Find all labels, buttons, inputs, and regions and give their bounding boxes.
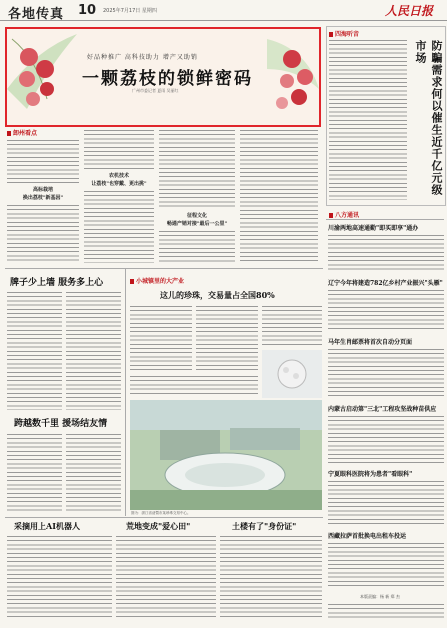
text-block [240,128,318,263]
province-headline: 宁夏眼科医院将为患者"看眼科" [328,471,413,478]
text-block [328,479,444,525]
article-title-bottom-3: 土楼有了"身份证" [232,521,297,531]
feature-headline: 一颗荔枝的锁鲜密码 [82,69,253,89]
text-block [7,432,62,512]
text-block [329,38,407,200]
article-title-bottom-1: 采摘用上AI机器人 [14,521,80,531]
text-block [262,304,322,348]
subhead-a: 高标栽培 [32,187,53,193]
divider [5,268,323,269]
text-block [328,602,444,620]
feature-byline: 广州市委记者 夏雨 吴丽红 [132,88,179,93]
photo-caption: 图为：浙江省诸暨市某珍珠交易中心。 [131,511,191,515]
text-block [328,288,444,332]
subhead-b: 农机技术 [108,173,129,179]
section-label-commentary: 四海听音 [329,29,359,38]
text-block [7,138,79,184]
article-title-bottom-2: 荒地变成"爱心田" [126,521,191,531]
page-number: 10 [78,3,97,18]
divider [5,517,323,518]
text-block [116,534,216,620]
province-headline: 辽宁今年将建造782亿乡村产业振兴"头雁" [328,280,443,287]
footer-editor: 本版责编：杨 新 郑 杰 [360,594,400,599]
page-header [0,0,447,21]
text-block [84,128,154,170]
section-label-provinces: 八方通讯 [329,210,359,219]
text-block [7,290,62,410]
section-label-feature: 卸州看点 [7,128,37,137]
subhead-b2: 让荔枝"也穿戴、更出挑" [91,181,147,187]
text-block [159,128,235,210]
article-title-middle: 这儿的珍珠，交易量占全国80% [160,290,275,300]
feature-tagline: 好品种推广 高科技助力 增产又助销 [87,54,198,61]
inset-photo [262,350,322,398]
commentary-title: 防騙需求何以催生近千亿元级市场 [414,40,443,196]
text-block [328,347,444,399]
text-block [7,203,79,263]
text-block [220,534,322,620]
subhead-c: 征程文化 [186,213,207,219]
text-block [130,374,258,396]
divider [326,219,444,220]
section-label-town: 小城镇里的大产业 [130,276,184,285]
text-block [196,304,258,370]
divider [125,268,126,516]
province-headline: 川渝两地高速通勤"即买即享"通办 [328,225,419,232]
text-block [130,304,192,370]
text-block [66,432,121,512]
issue-date: 2025年7月17日 星期四 [103,8,157,14]
subhead-c2: 畅通产销对接"最后一公里" [166,221,228,227]
aerial-photo [130,400,322,510]
newspaper-logo: 人民日报 [385,4,434,18]
province-headline: 内蒙古启动第"三北"工程攻坚战种苗供应 [328,406,437,413]
text-block [159,229,235,263]
text-block [328,541,444,589]
text-block [328,414,444,464]
province-headline: 马年生肖邮票将首次自动分页面 [328,339,413,346]
article-title-left-1: 牌子少上墙 服务多上心 [10,278,104,288]
subhead-a2: 换出荔枝"新基因" [22,195,64,201]
section-title: 各地传真 [8,7,65,22]
province-headline: 西藏拉萨首批换电出租车投运 [328,533,407,540]
text-block [66,290,121,410]
text-block [7,534,112,620]
article-title-left-2: 跨越数千里 援场结友情 [14,419,108,429]
text-block [328,233,444,273]
text-block [84,189,154,263]
